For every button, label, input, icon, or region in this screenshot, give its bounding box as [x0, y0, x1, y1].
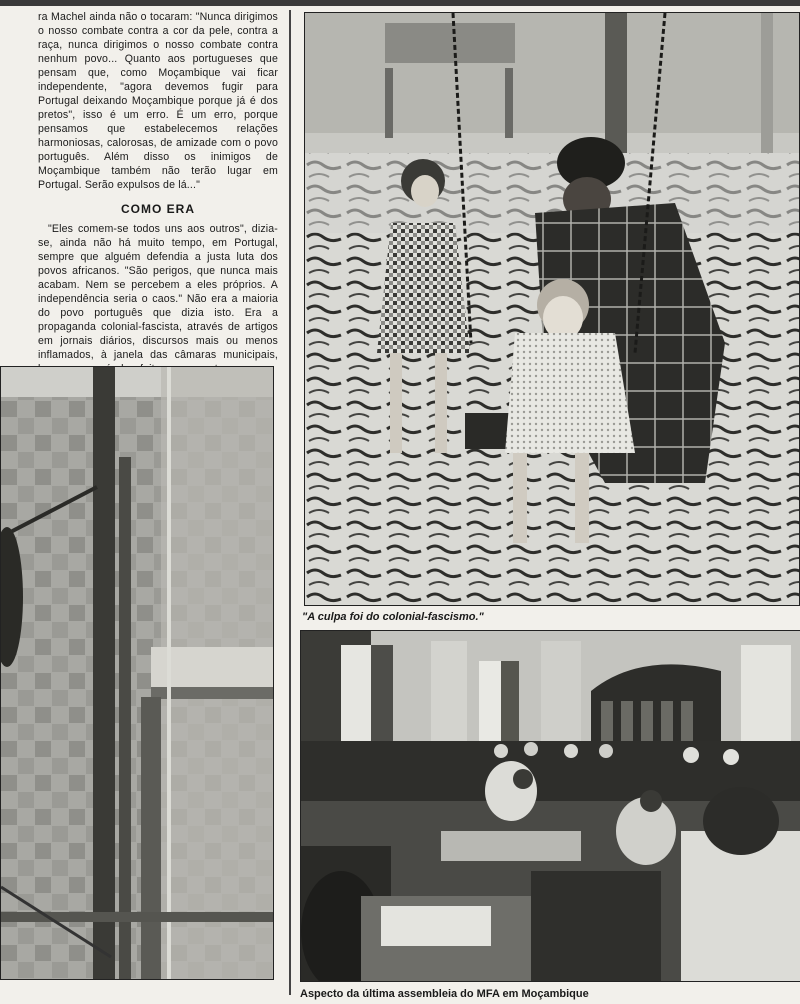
- assembly-photo: [300, 630, 800, 982]
- article-paragraph: "Eles comem-se todos uns aos outros", dizia-se, ainda não há muito tempo, em Portugal, sempre que alguém defendia a justa luta dos povos africanos. "São perigos, que nunca mais acabam. Nem se percebem a eles próprios. A independência seria o caos." Não era a maioria do povo português que dizia isto. Era a propaganda colonial-fascista, através de artigos em jornais diários, discursos mais ou menos inflamados, à janela das câmaras municipais,: [38, 223, 278, 361]
- building-photo-image: [1, 367, 273, 979]
- assembly-photo-caption: Aspecto da última assembleia do MFA em Moçambique: [300, 988, 589, 1000]
- page-top-band: [0, 0, 800, 6]
- playground-swing-image: [305, 13, 799, 605]
- assembly-hall-image: [301, 631, 800, 981]
- section-heading: COMO ERA: [121, 202, 195, 216]
- playground-swing-photo: [304, 12, 800, 606]
- building-photo: [0, 366, 274, 980]
- article-text-column: [38, 10, 278, 376]
- article-paragraph: ra Machel ainda não o tocaram: "Nunca dirigimos o nosso combate contra a cor da pele, contra a raça, nunca dirigimos o nosso combate contra nenhum povo... Quanto aos portugueses que pensam que, como Moçambique vai ficar independente, "agora devemos fugir para Portugal deixando Moçambique porque já é dos pretos", isso é um erro. É um erro, porque pensamos que estabelecemos relações harmoniosas, calorosas, de amizade com o povo português. Além disso os inimigos de Moçambique também não terão lugar em Portugal. Serão expulsos de lá...": [38, 11, 278, 191]
- column-divider: [289, 10, 291, 995]
- playground-photo-caption: "A culpa foi do colonial-fascismo.": [302, 611, 484, 623]
